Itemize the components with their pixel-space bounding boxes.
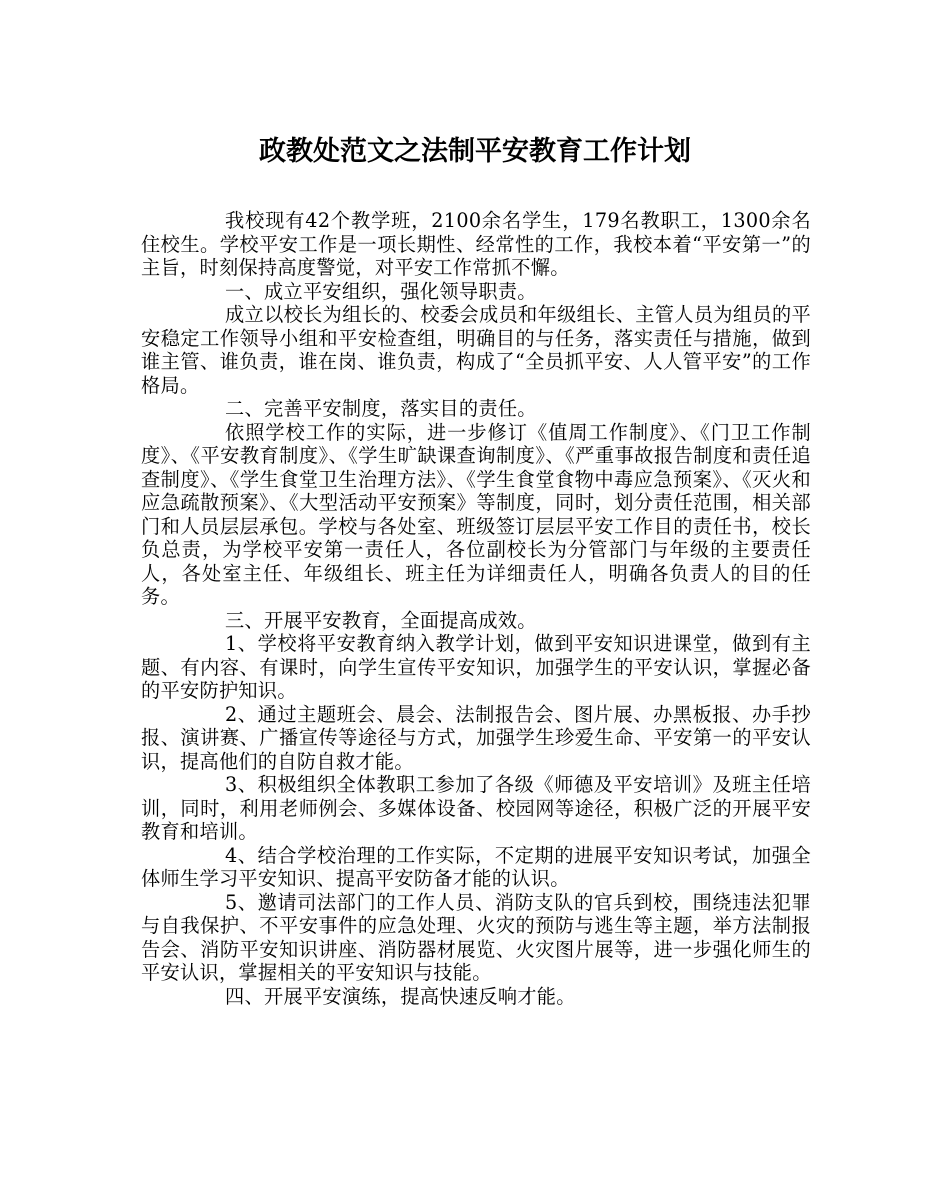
section-heading-2: 二、完善平安制度，落实目的责任。 (225, 397, 537, 420)
list-item-1: 1、学校将平安教育纳入教学计划，做到平安知识进课堂，做到有主题、有内容、有课时，向学生宣传平安知识，加强学生的平安认识，掌握必备的平安防护知识。 (141, 632, 811, 702)
paragraph-intro: 我校现有42个教学班，2100余名学生，179名教职工，1300余名住校生。学校平安工作是一项长期性、经常性的工作，我校本着“平安第一”的主旨，时刻保持高度警觉，对平安工作常抓不懈。 (141, 209, 811, 279)
section-heading-1: 一、成立平安组织，强化领导职责。 (225, 279, 537, 303)
section-heading-4: 四、开展平安演练，提高快速反响才能。 (225, 984, 576, 1008)
list-item-5: 5、邀请司法部门的工作人员、消防支队的官兵到校，围绕违法犯罪与自我保护、不平安事件的应急处理、火灾的预防与逃生等主题，举方法制报告会、消防平安知识讲座、消防器材展览、火灾图片展等，进一步强化师生的平安认识，掌握相关的平安知识与技能。 (141, 890, 811, 984)
list-item-4: 4、结合学校治理的工作实际，不定期的进展平安知识考试，加强全体师生学习平安知识、提高平安防备才能的认识。 (141, 843, 811, 890)
list-item-2: 2、通过主题班会、晨会、法制报告会、图片展、办黑板报、办手抄报、演讲赛、广播宣传等途径与方式，加强学生珍爱生命、平安第一的平安认识，提高他们的自防自救才能。 (141, 702, 811, 773)
section-heading-3: 三、开展平安教育，全面提高成效。 (225, 608, 537, 632)
list-item-3: 3、积极组织全体教职工参加了各级《师德及平安培训》及班主任培训，同时，利用老师例会、多媒体设备、校园网等途径，积极广泛的开展平安教育和培训。 (141, 773, 811, 843)
paragraph-regulations: 依照学校工作的实际，进一步修订《值周工作制度》、《门卫工作制度》、《平安教育制度》、《学生旷缺课查询制度》、《严重事故报告制度和责任追查制度》、《学生食堂卫生治理方法》、《学生食堂食物中毒应急预案》、《灭火和应急疏散预案》、《大型活动平安预案》等制度，同时，划分责任范围，相关部门和人员层层承包。学校与各处室、班级签订层层平安工作目的责任书，校长负总责，为学校平安第一责任人，各位副校长为分管部门与年级的主要责任人，各处室主任、年级组长、班主任为详细责任人，明确各负责人的目的任务。 (141, 420, 811, 608)
document-title: 政教处范文之法制平安教育工作计划 (259, 136, 691, 167)
paragraph-organization: 成立以校长为组长的、校委会成员和年级组长、主管人员为组员的平安稳定工作领导小组和平安检查组，明确目的与任务，落实责任与措施，做到谁主管、谁负责，谁在岗、谁负责，构成了“全员抓平安、人人管平安”的工作格局。 (141, 303, 811, 397)
document-body (141, 209, 811, 1008)
